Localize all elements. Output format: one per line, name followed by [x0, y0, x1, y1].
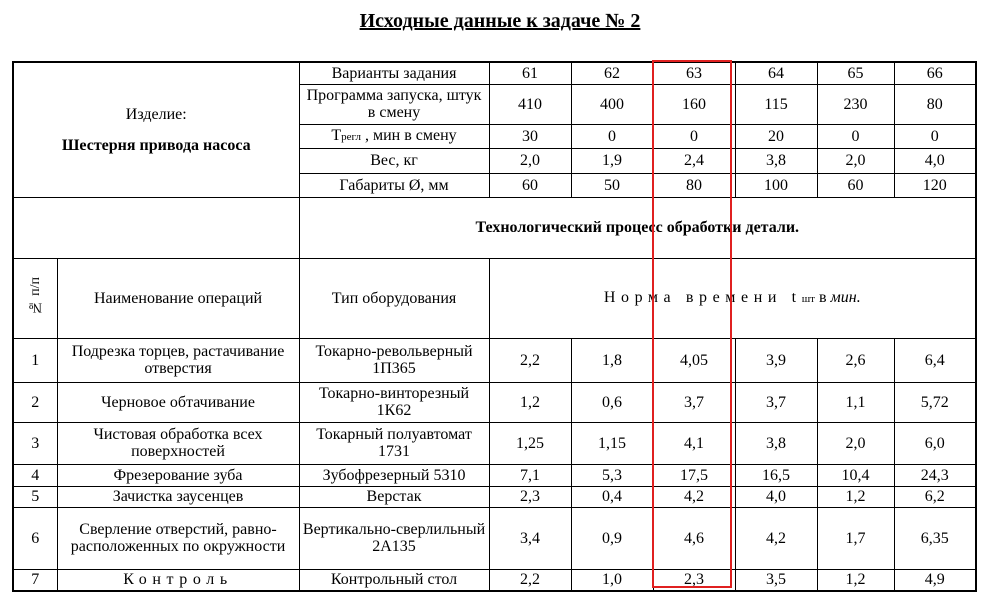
treg-cell: 0 — [894, 124, 976, 148]
dims-cell: 80 — [653, 173, 735, 197]
op-time: 4,05 — [653, 338, 735, 382]
op-equipment: Верстак — [299, 486, 489, 507]
op-time: 1,2 — [489, 382, 571, 422]
column-header-num: № п/п — [13, 258, 57, 338]
op-name: Черновое обтачивание — [57, 382, 299, 422]
weight-cell: 1,9 — [571, 148, 653, 173]
program-cell: 80 — [894, 84, 976, 124]
op-time: 3,7 — [653, 382, 735, 422]
treg-cell: 0 — [653, 124, 735, 148]
op-num: 4 — [13, 464, 57, 486]
dims-cell: 60 — [817, 173, 894, 197]
op-time: 2,3 — [489, 486, 571, 507]
program-cell: 115 — [735, 84, 817, 124]
op-equipment: Зубофрезерный 5310 — [299, 464, 489, 486]
task-data-table — [12, 61, 977, 592]
table-row — [13, 507, 976, 569]
op-name: Чистовая обработка всех поверхностей — [57, 422, 299, 464]
treg-cell: 0 — [571, 124, 653, 148]
weight-label: Вес, кг — [299, 148, 489, 173]
weight-cell: 3,8 — [735, 148, 817, 173]
op-name: Сверление отверстий, равно-расположенных по окружности — [57, 507, 299, 569]
column-header-norm: Норма времени tшт в мин. — [489, 258, 976, 338]
variants-row — [13, 62, 976, 84]
variant-cell: 66 — [894, 62, 976, 84]
table-row — [13, 464, 976, 486]
op-num: 7 — [13, 569, 57, 591]
op-equipment: Токарно-револьверный 1П365 — [299, 338, 489, 382]
process-title: Технологический процесс обработки детали. — [299, 197, 976, 258]
op-time: 6,4 — [894, 338, 976, 382]
dims-cell: 50 — [571, 173, 653, 197]
program-cell: 400 — [571, 84, 653, 124]
program-cell: 160 — [653, 84, 735, 124]
program-cell: 410 — [489, 84, 571, 124]
op-time: 1,15 — [571, 422, 653, 464]
op-time: 6,0 — [894, 422, 976, 464]
product-cell — [13, 62, 299, 197]
process-title-spacer — [13, 197, 299, 258]
table-row — [13, 569, 976, 591]
op-time: 4,1 — [653, 422, 735, 464]
op-name: Зачистка заусенцев — [57, 486, 299, 507]
op-time: 2,6 — [817, 338, 894, 382]
product-label: Изделие: — [125, 105, 187, 123]
op-time: 10,4 — [817, 464, 894, 486]
program-cell: 230 — [817, 84, 894, 124]
op-time: 24,3 — [894, 464, 976, 486]
weight-cell: 2,0 — [817, 148, 894, 173]
op-num: 6 — [13, 507, 57, 569]
program-label: Программа запуска, штук в смену — [299, 84, 489, 124]
op-time: 2,2 — [489, 569, 571, 591]
op-time: 1,2 — [817, 569, 894, 591]
variants-label: Варианты задания — [299, 62, 489, 84]
op-time: 0,4 — [571, 486, 653, 507]
op-time: 4,2 — [735, 507, 817, 569]
op-equipment: Токарно-винторезный 1К62 — [299, 382, 489, 422]
op-time: 3,7 — [735, 382, 817, 422]
treg-cell: 30 — [489, 124, 571, 148]
op-time: 5,3 — [571, 464, 653, 486]
variant-cell: 65 — [817, 62, 894, 84]
op-num: 3 — [13, 422, 57, 464]
op-time: 16,5 — [735, 464, 817, 486]
op-equipment: Вертикально-сверлильный 2А135 — [299, 507, 489, 569]
op-num: 5 — [13, 486, 57, 507]
op-time: 3,5 — [735, 569, 817, 591]
table-row — [13, 382, 976, 422]
op-time: 4,0 — [735, 486, 817, 507]
column-header-equipment: Тип оборудования — [299, 258, 489, 338]
op-time: 7,1 — [489, 464, 571, 486]
page-title: Исходные данные к задаче № 2 — [359, 10, 641, 32]
op-equipment: Токарный полуавтомат 1731 — [299, 422, 489, 464]
op-time: 17,5 — [653, 464, 735, 486]
op-time: 1,1 — [817, 382, 894, 422]
op-num: 2 — [13, 382, 57, 422]
op-equipment: Контрольный стол — [299, 569, 489, 591]
op-time: 2,3 — [653, 569, 735, 591]
op-time: 6,2 — [894, 486, 976, 507]
product-name: Шестерня привода насоса — [61, 136, 251, 154]
treg-label: Tрегл , мин в смену — [299, 124, 489, 148]
op-time: 3,4 — [489, 507, 571, 569]
op-time: 1,8 — [571, 338, 653, 382]
weight-cell: 2,4 — [653, 148, 735, 173]
table-row — [13, 422, 976, 464]
dims-label: Габариты Ø, мм — [299, 173, 489, 197]
op-time: 4,9 — [894, 569, 976, 591]
op-name: Фрезерование зуба — [57, 464, 299, 486]
variant-cell: 63 — [653, 62, 735, 84]
op-time: 1,2 — [817, 486, 894, 507]
variant-cell: 62 — [571, 62, 653, 84]
variant-cell: 64 — [735, 62, 817, 84]
op-time: 0,9 — [571, 507, 653, 569]
op-time: 1,0 — [571, 569, 653, 591]
table-row — [13, 338, 976, 382]
op-time: 4,6 — [653, 507, 735, 569]
treg-cell: 0 — [817, 124, 894, 148]
dims-cell: 60 — [489, 173, 571, 197]
treg-cell: 20 — [735, 124, 817, 148]
op-time: 2,2 — [489, 338, 571, 382]
variant-cell: 61 — [489, 62, 571, 84]
op-num: 1 — [13, 338, 57, 382]
op-time: 6,35 — [894, 507, 976, 569]
op-name: Подрезка торцев, растачивание отверстия — [57, 338, 299, 382]
op-time: 1,25 — [489, 422, 571, 464]
op-time: 3,8 — [735, 422, 817, 464]
table-row — [13, 486, 976, 507]
op-time: 4,2 — [653, 486, 735, 507]
dims-cell: 120 — [894, 173, 976, 197]
weight-cell: 4,0 — [894, 148, 976, 173]
op-time: 5,72 — [894, 382, 976, 422]
operations-header-row — [13, 258, 976, 338]
op-time: 1,7 — [817, 507, 894, 569]
weight-cell: 2,0 — [489, 148, 571, 173]
op-name: Контроль — [57, 569, 299, 591]
op-time: 3,9 — [735, 338, 817, 382]
process-title-row — [13, 197, 976, 258]
op-time: 0,6 — [571, 382, 653, 422]
op-time: 2,0 — [817, 422, 894, 464]
dims-cell: 100 — [735, 173, 817, 197]
column-header-operation: Наименование операций — [57, 258, 299, 338]
